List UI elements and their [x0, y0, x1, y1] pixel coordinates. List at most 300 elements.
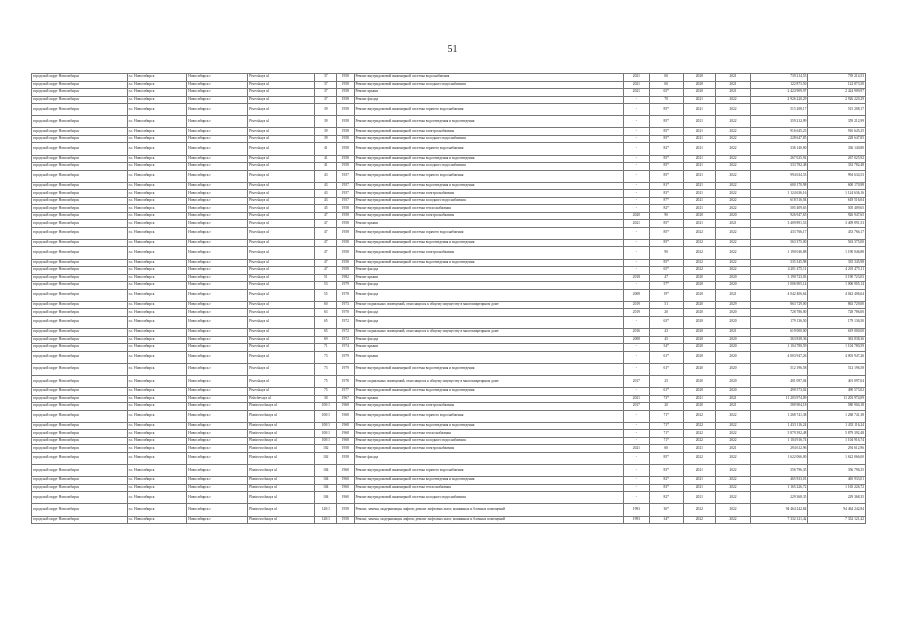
cell-cost_b: 1 124 636,16 — [808, 190, 866, 198]
cell-city: г.о. Новосибирск — [127, 220, 187, 228]
cell-city: г.о. Новосибирск — [127, 96, 187, 104]
cell-cost_a: 1 006 905,14 — [750, 282, 808, 290]
cell-settlement: Новосибирск г — [187, 492, 248, 504]
cell-pct: 82* — [649, 492, 683, 504]
cell-settlement: Новосибирск г — [187, 388, 248, 396]
cell-house: 120/1 — [315, 516, 337, 524]
cell-house: 100/1 — [315, 437, 337, 445]
cell-district: городской округ Новосибирск — [32, 267, 128, 275]
cell-district: городской округ Новосибирск — [32, 329, 128, 337]
cell-settlement: Новосибирск г — [187, 197, 248, 205]
cell-start: 2021 — [683, 464, 716, 476]
cell-work: Ремонт внутридомовой инженерной системы холодного водоснабжения — [354, 135, 623, 143]
cell-cost_a: 228 647,85 — [750, 135, 808, 143]
cell-end: 2020 — [716, 336, 751, 344]
cell-cost_b: 994 634,53 — [808, 170, 866, 182]
cell-year: 1958 — [337, 81, 354, 89]
cell-street: Písovskaya ul — [248, 267, 315, 275]
cell-pct: 71* — [649, 437, 683, 445]
cell-pct: 85* — [649, 116, 683, 128]
cell-end: 2022 — [716, 205, 751, 213]
cell-house: 104 — [315, 464, 337, 476]
cell-settlement: Новосибирск г — [187, 128, 248, 136]
cell-settlement: Новосибирск г — [187, 227, 248, 239]
cell-street: Pishchevaya ul — [248, 395, 315, 403]
cell-settlement: Новосибирск г — [187, 452, 248, 464]
cell-cost_a: 333 782,48 — [750, 163, 808, 171]
cell-settlement: Новосибирск г — [187, 403, 248, 411]
cell-city: г.о. Новосибирск — [127, 504, 187, 516]
cell-plan_year: - — [623, 96, 649, 104]
cell-end: 2020 — [716, 309, 751, 317]
cell-end: 2021 — [716, 74, 751, 82]
cell-start: 2022 — [683, 259, 716, 267]
cell-house: 120/1 — [315, 504, 337, 516]
cell-work: Ремонт подвальных помещений, относящихся к общему имуществу в многоквартирном доме — [354, 375, 623, 387]
cell-city: г.о. Новосибирск — [127, 430, 187, 438]
cell-year: 1977 — [337, 388, 354, 396]
table-row — [32, 247, 866, 259]
cell-district: городской округ Новосибирск — [32, 74, 128, 82]
cell-year: 1972 — [337, 316, 354, 328]
cell-cost_b: 336 140,80 — [808, 143, 866, 155]
cell-settlement: Новосибирск г — [187, 190, 248, 198]
page-number: 51 — [447, 44, 458, 55]
cell-city: г.о. Новосибирск — [127, 155, 187, 163]
cell-city: г.о. Новосибирск — [127, 375, 187, 387]
cell-district: городской округ Новосибирск — [32, 422, 128, 430]
cell-city: г.о. Новосибирск — [127, 128, 187, 136]
cell-house: 100/1 — [315, 422, 337, 430]
cell-cost_a: 1 104 780,59 — [750, 344, 808, 352]
cell-cost_b: 916 645,25 — [808, 128, 866, 136]
cell-plan_year: 2019 — [623, 309, 649, 317]
cell-end: 2021 — [716, 289, 751, 301]
cell-start: 2020 — [683, 289, 716, 301]
cell-cost_b: 2 424 909,97 — [808, 89, 866, 97]
cell-district: городской округ Новосибирск — [32, 197, 128, 205]
table-row — [32, 516, 866, 524]
cell-street: Planirovochnaya ul — [248, 477, 315, 485]
cell-year: 1958 — [337, 155, 354, 163]
cell-city: г.о. Новосибирск — [127, 395, 187, 403]
cell-city: г.о. Новосибирск — [127, 388, 187, 396]
cell-plan_year: - — [623, 351, 649, 363]
cell-end: 2022 — [716, 477, 751, 485]
cell-district: городской округ Новосибирск — [32, 247, 128, 259]
cell-cost_a: 739 214,53 — [750, 74, 808, 82]
cell-street: Písovskaya ul — [248, 239, 315, 247]
cell-work: Ремонт крыши — [354, 220, 623, 228]
cell-cost_a: 863 729,00 — [750, 301, 808, 309]
cell-end: 2021 — [716, 445, 751, 453]
cell-cost_b: 229 368,35 — [808, 492, 866, 504]
cell-year: 1958 — [337, 104, 354, 116]
cell-year: 1958 — [337, 516, 354, 524]
cell-year: 1958 — [337, 452, 354, 464]
cell-district: городской округ Новосибирск — [32, 205, 128, 213]
cell-start: 2021 — [683, 155, 716, 163]
cell-settlement: Новосибирск г — [187, 259, 248, 267]
cell-plan_year: - — [623, 190, 649, 198]
cell-district: городской округ Новосибирск — [32, 301, 128, 309]
cell-cost_a: 11 203 974,09 — [750, 395, 808, 403]
cell-city: г.о. Новосибирск — [127, 116, 187, 128]
table-row — [32, 259, 866, 267]
table-row — [32, 430, 866, 438]
cell-district: городской округ Новосибирск — [32, 388, 128, 396]
cell-settlement: Новосибирск г — [187, 81, 248, 89]
table-row — [32, 128, 866, 136]
cell-street: Písovskaya ul — [248, 89, 315, 97]
cell-street: Písovskaya ul — [248, 282, 315, 290]
cell-year: 1974 — [337, 344, 354, 352]
cell-cost_a: 1 104 916,74 — [750, 437, 808, 445]
cell-house: 104 — [315, 492, 337, 504]
cell-plan_year: 2017 — [623, 375, 649, 387]
cell-cost_a: 505 409,65 — [750, 205, 808, 213]
cell-year: 1958 — [337, 212, 354, 220]
cell-start: 2021 — [683, 143, 716, 155]
cell-start: 2021 — [683, 116, 716, 128]
cell-settlement: Новосибирск г — [187, 504, 248, 516]
cell-end: 2022 — [716, 197, 751, 205]
table-row — [32, 135, 866, 143]
cell-district: городской округ Новосибирск — [32, 363, 128, 375]
cell-start: 2022 — [683, 516, 716, 524]
capital-repair-table — [31, 73, 866, 524]
cell-settlement: Новосибирск г — [187, 309, 248, 317]
cell-city: г.о. Новосибирск — [127, 143, 187, 155]
cell-plan_year: 2019 — [623, 301, 649, 309]
cell-start: 2020 — [683, 309, 716, 317]
cell-work: Ремонт внутридомовой инженерной системы электроснабжения — [354, 212, 623, 220]
cell-settlement: Новосибирск г — [187, 477, 248, 485]
cell-start: 2021 — [683, 170, 716, 182]
cell-work: Ремонт крыши — [354, 89, 623, 97]
cell-end: 2022 — [716, 128, 751, 136]
cell-cost_a: 363 838,36 — [750, 336, 808, 344]
cell-cost_a: 5 879 392,48 — [750, 430, 808, 438]
cell-house: 39 — [315, 104, 337, 116]
cell-street: Planirovochnaya ul — [248, 452, 315, 464]
cell-settlement: Новосибирск г — [187, 220, 248, 228]
cell-house: 104 — [315, 484, 337, 492]
cell-city: г.о. Новосибирск — [127, 351, 187, 363]
cell-cost_a: 1 268 741,38 — [750, 410, 808, 422]
cell-end: 2020 — [716, 363, 751, 375]
cell-pct: 19* — [649, 289, 683, 301]
cell-end: 2020 — [716, 351, 751, 363]
table-row — [32, 163, 866, 171]
cell-house: 69 — [315, 336, 337, 344]
table-row — [32, 316, 866, 328]
cell-cost_b: 618 516,04 — [808, 197, 866, 205]
cell-street: Písovskaya ul — [248, 247, 315, 259]
cell-work: Ремонт фасада — [354, 316, 623, 328]
cell-district: городской округ Новосибирск — [32, 89, 128, 97]
cell-street: Písovskaya ul — [248, 205, 315, 213]
cell-house: 41 — [315, 155, 337, 163]
cell-pct: 63* — [649, 316, 683, 328]
cell-cost_a: 600 170,98 — [750, 182, 808, 190]
cell-street: Planirovochnaya ul — [248, 430, 315, 438]
cell-year: 1978 — [337, 375, 354, 387]
cell-cost_a: 1 165 226,72 — [750, 484, 808, 492]
cell-year: 1957 — [337, 197, 354, 205]
cell-cost_b: 1 622 066,00 — [808, 452, 866, 464]
cell-settlement: Новосибирск г — [187, 375, 248, 387]
cell-pct: 20 — [649, 309, 683, 317]
table-row — [32, 464, 866, 476]
cell-district: городской округ Новосибирск — [32, 504, 128, 516]
table-row — [32, 197, 866, 205]
cell-district: городской округ Новосибирск — [32, 445, 128, 453]
cell-house: 37 — [315, 81, 337, 89]
cell-cost_a: 1 433 116,24 — [750, 422, 808, 430]
cell-city: г.о. Новосибирск — [127, 259, 187, 267]
cell-district: городской округ Новосибирск — [32, 410, 128, 422]
table-row — [32, 267, 866, 275]
cell-settlement: Новосибирск г — [187, 282, 248, 290]
cell-cost_a: 229 368,35 — [750, 492, 808, 504]
cell-cost_b: 294 612,96 — [808, 445, 866, 453]
cell-house: 37 — [315, 96, 337, 104]
cell-cost_a: 618 516,04 — [750, 197, 808, 205]
cell-end: 2022 — [716, 182, 751, 190]
cell-work: Ремонт внутридомовой инженерной системы водоотведения и водоотведения — [354, 239, 623, 247]
cell-street: Písovskaya ul — [248, 274, 315, 282]
cell-start: 2021 — [683, 128, 716, 136]
cell-plan_year: - — [623, 410, 649, 422]
cell-house: 47 — [315, 259, 337, 267]
cell-cost_a: 401 097,04 — [750, 375, 808, 387]
cell-end: 2022 — [716, 430, 751, 438]
cell-district: городской округ Новосибирск — [32, 430, 128, 438]
table-row — [32, 239, 866, 247]
cell-plan_year: - — [623, 282, 649, 290]
cell-house: 75 — [315, 375, 337, 387]
cell-end: 2022 — [716, 422, 751, 430]
cell-house: 65 — [315, 329, 337, 337]
cell-street: Písovskaya ul — [248, 363, 315, 375]
cell-district: городской округ Новосибирск — [32, 274, 128, 282]
cell-year: 1957 — [337, 190, 354, 198]
table-row — [32, 492, 866, 504]
cell-pct: 85* — [649, 104, 683, 116]
cell-house: 41 — [315, 163, 337, 171]
cell-street: Písovskaya ul — [248, 375, 315, 387]
cell-pct: 90 — [649, 247, 683, 259]
cell-plan_year: 2021 — [623, 89, 649, 97]
cell-cost_a: 619 000,00 — [750, 329, 808, 337]
cell-start: 2022 — [683, 452, 716, 464]
cell-cost_b: 7 332 121,42 — [808, 516, 866, 524]
table-row — [32, 301, 866, 309]
cell-city: г.о. Новосибирск — [127, 239, 187, 247]
cell-house: 55 — [315, 289, 337, 301]
cell-cost_b: 580 904,18 — [808, 403, 866, 411]
cell-street: Planirovochnaya ul — [248, 504, 315, 516]
cell-district: городской округ Новосибирск — [32, 282, 128, 290]
cell-cost_a: 512 196,58 — [750, 363, 808, 375]
cell-plan_year: 2021 — [623, 395, 649, 403]
cell-year: 1958 — [337, 267, 354, 275]
cell-year: 1968 — [337, 430, 354, 438]
cell-start: 2022 — [683, 430, 716, 438]
cell-start: 2020 — [683, 329, 716, 337]
cell-city: г.о. Новосибирск — [127, 289, 187, 301]
cell-house: 47 — [315, 267, 337, 275]
cell-start: 2020 — [683, 363, 716, 375]
cell-city: г.о. Новосибирск — [127, 282, 187, 290]
cell-street: Planirovochnaya ul — [248, 437, 315, 445]
cell-house: 43 — [315, 197, 337, 205]
cell-plan_year: - — [623, 247, 649, 259]
cell-district: городской округ Новосибирск — [32, 81, 128, 89]
cell-house: 104 — [315, 477, 337, 485]
cell-end: 2022 — [716, 163, 751, 171]
cell-work: Ремонт внутридомовой инженерной системы электроснабжения — [354, 445, 623, 453]
cell-pct: 85* — [649, 135, 683, 143]
cell-cost_b: 335 345,98 — [808, 259, 866, 267]
cell-settlement: Новосибирск г — [187, 445, 248, 453]
table-row — [32, 403, 866, 411]
cell-district: городской округ Новосибирск — [32, 289, 128, 301]
cell-start: 2020 — [683, 336, 716, 344]
cell-year: 1968 — [337, 437, 354, 445]
cell-work: Ремонт внутридомовой инженерной системы водоотведения и водоотведения — [354, 422, 623, 430]
cell-start: 2021 — [683, 477, 716, 485]
cell-year: 1957 — [337, 182, 354, 190]
table-row — [32, 351, 866, 363]
cell-district: городской округ Новосибирск — [32, 104, 128, 116]
cell-work: Ремонт внутридомовой инженерной системы водоотведения и водоотведения — [354, 477, 623, 485]
cell-work: Ремонт внутридомовой инженерной системы водоотведения и водоотведения — [354, 259, 623, 267]
cell-city: г.о. Новосибирск — [127, 464, 187, 476]
cell-cost_b: 179 136,50 — [808, 316, 866, 328]
cell-settlement: Новосибирск г — [187, 430, 248, 438]
cell-cost_a: 336 140,80 — [750, 143, 808, 155]
cell-work: Ремонт крыши — [354, 351, 623, 363]
cell-start: 2021 — [683, 104, 716, 116]
cell-district: городской округ Новосибирск — [32, 403, 128, 411]
cell-year: 1968 — [337, 403, 354, 411]
cell-pct: 85* — [649, 220, 683, 228]
cell-work: Ремонт внутридомовой инженерной системы горячего водоснабжения — [354, 170, 623, 182]
cell-year: 1958 — [337, 220, 354, 228]
cell-cost_b: 122 873,50 — [808, 81, 866, 89]
cell-street: Písovskaya ul — [248, 143, 315, 155]
cell-year: 1958 — [337, 128, 354, 136]
cell-start: 2020 — [683, 81, 716, 89]
cell-cost_a: 2 424 909,97 — [750, 89, 808, 97]
cell-work: Ремонт внутридомовой инженерной системы холодного водоснабжения — [354, 163, 623, 171]
cell-cost_b: 490 573,02 — [808, 388, 866, 396]
table-row — [32, 363, 866, 375]
cell-plan_year: 2021 — [623, 220, 649, 228]
cell-work: Ремонт внутридомовой инженерной системы горячего водоснабжения — [354, 464, 623, 476]
cell-work: Ремонт крыши — [354, 274, 623, 282]
cell-work: Ремонт внутридомовой инженерной системы водоотведения и водоотведения — [354, 155, 623, 163]
cell-street: Písovskaya ul — [248, 74, 315, 82]
cell-end: 2021 — [716, 89, 751, 97]
cell-plan_year: - — [623, 259, 649, 267]
cell-pct: 60 — [649, 74, 683, 82]
cell-cost_a: 267 025,92 — [750, 155, 808, 163]
cell-district: городской округ Новосибирск — [32, 182, 128, 190]
cell-street: Písovskaya ul — [248, 336, 315, 344]
cell-settlement: Новосибирск г — [187, 484, 248, 492]
cell-work: Ремонт фасада — [354, 267, 623, 275]
cell-city: г.о. Новосибирск — [127, 267, 187, 275]
cell-cost_b: 94 464 242,84 — [808, 504, 866, 516]
cell-cost_a: 465 933,01 — [750, 477, 808, 485]
cell-year: 1958 — [337, 259, 354, 267]
cell-house: 45 — [315, 205, 337, 213]
cell-city: г.о. Новосибирск — [127, 227, 187, 239]
cell-settlement: Новосибирск г — [187, 329, 248, 337]
cell-start: 2021 — [683, 205, 716, 213]
cell-pct: 20 — [649, 403, 683, 411]
cell-cost_a: 335 345,98 — [750, 259, 808, 267]
cell-settlement: Новосибирск г — [187, 351, 248, 363]
cell-house: 47 — [315, 212, 337, 220]
cell-cost_b: 3 190 723,03 — [808, 274, 866, 282]
cell-work: Ремонт внутридомовой инженерной системы холодного водоснабжения — [354, 197, 623, 205]
cell-cost_a: 294 612,96 — [750, 445, 808, 453]
cell-end: 2022 — [716, 227, 751, 239]
cell-settlement: Новосибирск г — [187, 316, 248, 328]
cell-cost_b: 926 947,65 — [808, 212, 866, 220]
cell-cost_b: 1 268 741,38 — [808, 410, 866, 422]
cell-cost_a: 356 796,35 — [750, 464, 808, 476]
cell-district: городской округ Новосибирск — [32, 227, 128, 239]
cell-pct: 61* — [649, 388, 683, 396]
cell-settlement: Новосибирск г — [187, 363, 248, 375]
table-row — [32, 452, 866, 464]
cell-house: 47 — [315, 239, 337, 247]
table-row — [32, 182, 866, 190]
cell-city: г.о. Новосибирск — [127, 316, 187, 328]
cell-house: 65 — [315, 316, 337, 328]
cell-district: городской округ Новосибирск — [32, 155, 128, 163]
cell-settlement: Новосибирск г — [187, 336, 248, 344]
table-row — [32, 155, 866, 163]
cell-plan_year: 2021 — [623, 74, 649, 82]
cell-year: 1958 — [337, 445, 354, 453]
cell-pct: 83* — [649, 190, 683, 198]
cell-work: Ремонт внутридомовой инженерной системы теплоснабжения — [354, 205, 623, 213]
cell-pct: 60 — [649, 81, 683, 89]
cell-city: г.о. Новосибирск — [127, 274, 187, 282]
cell-plan_year: - — [623, 388, 649, 396]
cell-pct: 70 — [649, 96, 683, 104]
cell-work: Ремонт внутридомовой инженерной системы холодного водоснабжения — [354, 437, 623, 445]
cell-end: 2021 — [716, 329, 751, 337]
cell-start: 2022 — [683, 437, 716, 445]
cell-end: 2022 — [716, 239, 751, 247]
table-row — [32, 227, 866, 239]
cell-work: Ремонт внутридомовой инженерной системы водоотведения и водоотведения — [354, 388, 623, 396]
cell-settlement: Новосибирск г — [187, 96, 248, 104]
cell-start: 2021 — [683, 484, 716, 492]
cell-cost_a: 1 622 066,00 — [750, 452, 808, 464]
cell-cost_b: 363 838,36 — [808, 336, 866, 344]
cell-plan_year: - — [623, 492, 649, 504]
cell-start: 2020 — [683, 388, 716, 396]
cell-end: 2022 — [716, 484, 751, 492]
